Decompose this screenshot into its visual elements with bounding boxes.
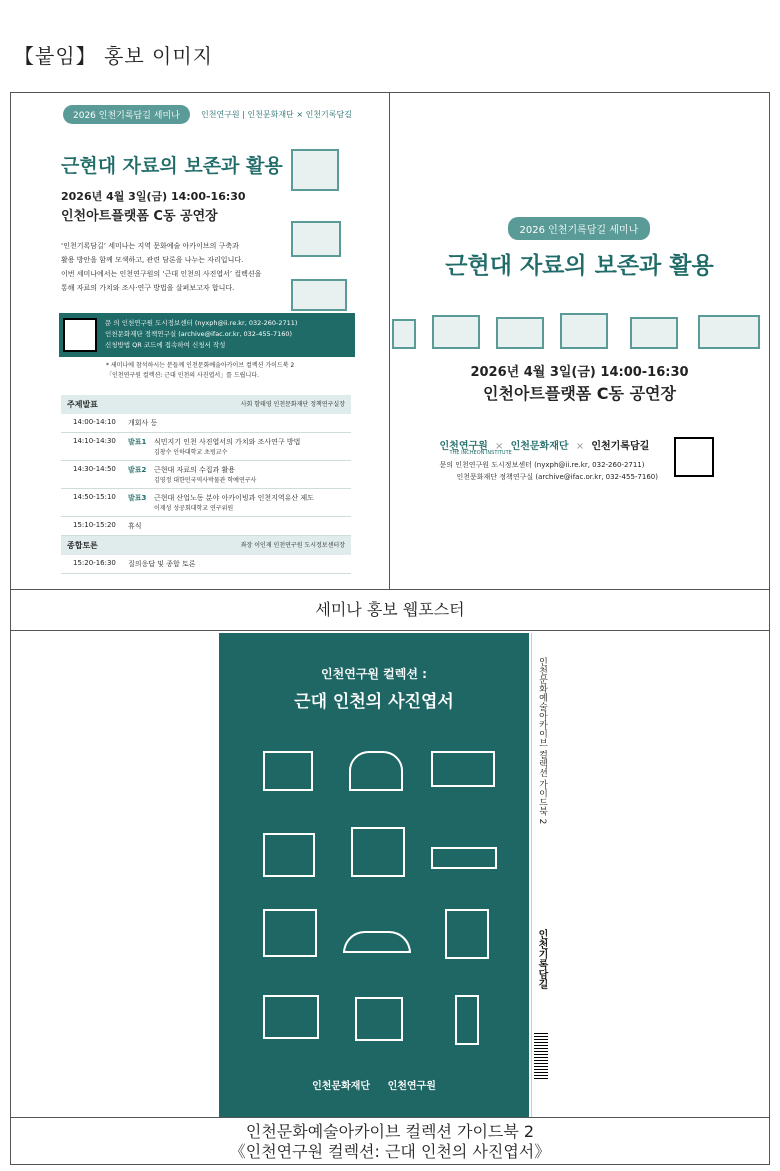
row-tag: 발표2 bbox=[128, 466, 147, 474]
schedule-section-header bbox=[61, 536, 351, 555]
caption-guidebook-title: 《인천연구원 컬렉션: 근대 인천의 사진엽서》 bbox=[229, 1142, 551, 1161]
building-illustration bbox=[432, 315, 480, 349]
archive-trail-logo: 인천기록담길 bbox=[591, 441, 650, 452]
desc-line: 통해 자료의 가치와 조사·연구 방법을 살펴보고자 합니다. bbox=[61, 284, 235, 292]
poster-venue: 인천아트플랫폼 C동 공연장 bbox=[61, 209, 218, 224]
contact-bar bbox=[59, 313, 355, 357]
poster-title: 근현대 자료의 보존과 활용 bbox=[445, 253, 714, 279]
schedule-row bbox=[61, 517, 351, 536]
row-sub: 김영정 대한민국역사박물관 학예연구사 bbox=[154, 477, 257, 484]
building-illustration bbox=[560, 313, 608, 349]
building-row bbox=[390, 311, 770, 347]
row-time: 15:20-16:30 bbox=[73, 559, 116, 567]
times-icon: × bbox=[495, 441, 504, 452]
note-line: 「인천연구원 컬렉션: 근대 인천의 사진엽서」를 드립니다. bbox=[106, 372, 259, 379]
spine-logo: 인천기록담길 bbox=[536, 929, 547, 989]
row-title: 개회사 등 bbox=[128, 419, 158, 427]
contact-line: 문의 인천연구원 도시정보센터 (nyxph@ii.re.kr, 032-260-2711) bbox=[439, 461, 645, 469]
schedule-table bbox=[61, 395, 351, 574]
row-title: 식민지기 인천 사진엽서의 가치와 조사연구 방법 bbox=[154, 438, 301, 446]
spine-text: 인천문화예술아카이브 컬렉션 가이드북 2 bbox=[537, 657, 547, 825]
times-icon: × bbox=[575, 441, 585, 452]
building-illustration bbox=[351, 827, 405, 877]
seminar-pill: 2026 인천기록담길 세미나 bbox=[63, 105, 190, 124]
building-illustration bbox=[291, 149, 339, 191]
book-cover bbox=[219, 633, 529, 1117]
caption-cell bbox=[11, 1118, 770, 1165]
right-poster-cell bbox=[389, 93, 770, 590]
schedule-row bbox=[61, 489, 351, 517]
schedule-row bbox=[61, 433, 351, 461]
poster-date: 2026년 4월 3일(금) 14:00-16:30 bbox=[61, 190, 246, 203]
caption-cell bbox=[11, 590, 770, 631]
schedule-row bbox=[61, 414, 351, 433]
building-illustration bbox=[698, 315, 760, 349]
row-sub: 이재성 성공회대학교 연구위원 bbox=[154, 505, 234, 512]
building-illustration bbox=[630, 317, 678, 349]
note-line: * 세미나에 참석하시는 분들께 인천문화예술아카이브 컬렉션 가이드북 2 bbox=[106, 362, 295, 369]
poster-venue: 인천아트플랫폼 C동 공연장 bbox=[483, 384, 676, 403]
ifac-logo: 인천문화재단 bbox=[312, 1081, 371, 1092]
schedule-row bbox=[61, 461, 351, 489]
building-illustration bbox=[291, 221, 341, 257]
qr-code[interactable] bbox=[63, 318, 97, 352]
hill-house-illustration bbox=[349, 751, 403, 791]
ifac-logo: 인천문화재단 bbox=[510, 441, 569, 452]
contact-line: 신청방법 QR 코드에 접속하여 신청서 작성 bbox=[105, 341, 226, 349]
building-illustration bbox=[291, 279, 347, 311]
caption-guidebook: 인천문화예술아카이브 컬렉션 가이드북 2 bbox=[245, 1122, 535, 1141]
book-title: 근대 인천의 사진엽서 bbox=[294, 692, 454, 712]
left-poster-cell bbox=[11, 93, 390, 590]
incheon-institute-logo: 인천연구원 bbox=[439, 441, 488, 452]
contact-line: 인천문화재단 정책연구실 (archive@ifac.or.kr, 032-455-7160) bbox=[105, 330, 293, 338]
book-spine bbox=[531, 633, 554, 1117]
poster-date: 2026년 4월 3일(금) 14:00-16:30 bbox=[470, 365, 689, 380]
row-time: 14:00-14:10 bbox=[73, 418, 116, 426]
section-host: 좌장 이인재 인천연구원 도시정보센터장 bbox=[240, 542, 345, 549]
desc-line: 활용 방안을 함께 모색하고, 관련 담론을 나누는 자리입니다. bbox=[61, 256, 244, 264]
barcode bbox=[534, 1033, 548, 1079]
web-poster-left bbox=[11, 93, 389, 589]
building-illustration bbox=[445, 909, 489, 959]
bridge-illustration bbox=[343, 931, 411, 953]
section-heading: 【붙임】 홍보 이미지 bbox=[14, 44, 213, 68]
lighthouse-icon bbox=[392, 319, 416, 349]
contact-line: 인천문화재단 정책연구실 (archive@ifac.or.kr, 032-455-7160) bbox=[456, 473, 658, 481]
lighthouse-icon bbox=[455, 995, 479, 1045]
book-subtitle: 인천연구원 컬렉션 : bbox=[321, 667, 427, 681]
section-label: 종합토론 bbox=[67, 541, 98, 550]
web-poster-right bbox=[390, 93, 770, 589]
seminar-pill: 2026 인천기록담길 세미나 bbox=[508, 217, 651, 240]
desc-line: 이번 세미나에서는 인천연구원의 ‘근대 인천의 사진엽서’ 컬렉션을 bbox=[61, 270, 262, 278]
row-time: 15:10-15:20 bbox=[73, 521, 116, 529]
row-tag: 발표1 bbox=[128, 438, 147, 446]
gate-illustration bbox=[355, 997, 403, 1041]
row-sub: 김창수 인하대학교 초빙교수 bbox=[154, 449, 228, 456]
building-illustration bbox=[263, 751, 313, 791]
row-title: 근현대 자료의 수집과 활용 bbox=[154, 466, 236, 474]
section-host: 사회 함태영 인천문화재단 정책연구실장 bbox=[240, 401, 345, 408]
promo-image-table bbox=[10, 92, 770, 1165]
building-illustration bbox=[496, 317, 544, 349]
building-illustration bbox=[431, 847, 497, 869]
poster-title: 근현대 자료의 보존과 활용 bbox=[61, 155, 283, 177]
qr-code[interactable] bbox=[674, 437, 714, 477]
contact-line: 문 의 인천연구원 도시정보센터 (nyxph@ii.re.kr, 032-260-2711) bbox=[105, 319, 298, 327]
institute-sub: THE INCHEON INSTITUTE bbox=[449, 450, 512, 456]
building-illustration bbox=[263, 833, 315, 877]
desc-line: ‘인천기록담길’ 세미나는 지역 문화예술 아카이브의 구축과 bbox=[61, 242, 239, 250]
schedule-row bbox=[61, 555, 351, 574]
row-time: 14:50-15:10 bbox=[73, 493, 116, 501]
section-label: 주제발표 bbox=[67, 400, 98, 409]
schedule-section-header bbox=[61, 395, 351, 414]
row-tag: 발표3 bbox=[128, 494, 147, 502]
harbor-illustration bbox=[431, 751, 495, 787]
row-title: 근현대 산업노동 분야 아카이빙과 인천지역유산 제도 bbox=[154, 494, 314, 502]
incheon-institute-logo: 인천연구원 bbox=[387, 1081, 436, 1092]
building-illustration bbox=[263, 909, 317, 957]
row-title: 질의응답 및 종합 토론 bbox=[128, 560, 196, 568]
building-illustration bbox=[263, 995, 319, 1039]
row-title: 휴식 bbox=[128, 522, 142, 530]
book-cell bbox=[11, 631, 770, 1118]
caption-web-poster: 세미나 홍보 웹포스터 bbox=[315, 600, 465, 619]
sponsor-logos: 인천연구원 | 인천문화재단 × 인천기록담길 bbox=[201, 110, 352, 119]
row-time: 14:30-14:50 bbox=[73, 465, 116, 473]
row-time: 14:10-14:30 bbox=[73, 437, 116, 445]
